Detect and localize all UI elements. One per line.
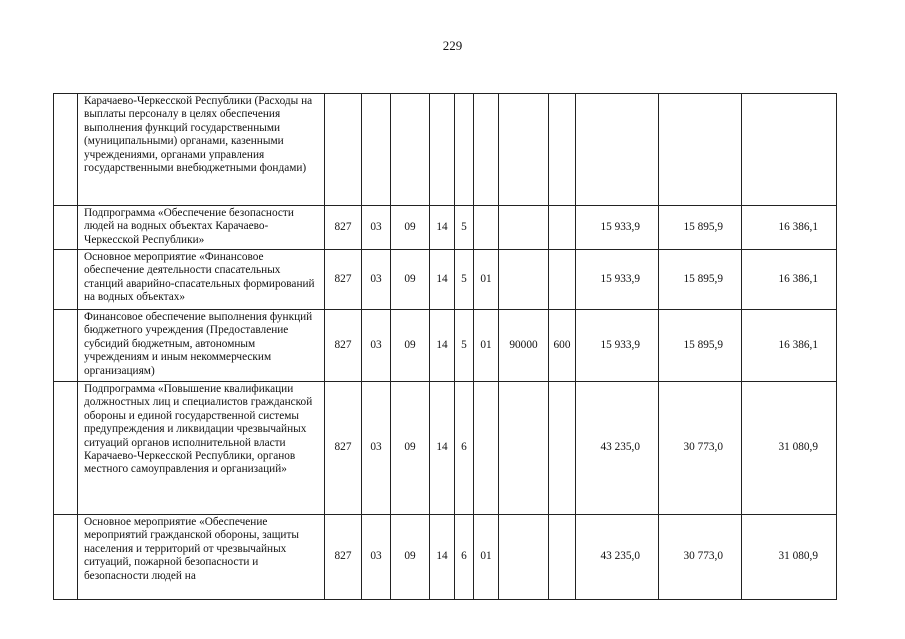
amount-1-cell: 15 933,9 bbox=[576, 310, 659, 382]
measure-code-cell bbox=[474, 94, 499, 206]
amount-2-cell: 15 895,9 bbox=[659, 310, 742, 382]
expense-type-cell bbox=[549, 206, 576, 250]
ministry-code-cell: 827 bbox=[325, 250, 362, 310]
table-row bbox=[54, 310, 837, 382]
table-row bbox=[54, 206, 837, 250]
program-code-cell: 14 bbox=[430, 382, 455, 515]
amount-2-cell: 30 773,0 bbox=[659, 382, 742, 515]
measure-code-cell bbox=[474, 206, 499, 250]
section-code-cell: 03 bbox=[362, 206, 391, 250]
subprogram-code-cell: 6 bbox=[455, 382, 474, 515]
row-number-cell bbox=[54, 250, 78, 310]
amount-1-cell bbox=[576, 94, 659, 206]
ministry-code-cell bbox=[325, 94, 362, 206]
measure-code-cell bbox=[474, 382, 499, 515]
item-name-cell: Подпрограмма «Повышение квалификации должностных лиц и специалистов гражданской обороны и единой государственной системы предупреждения и ликвидации чрезвычайных ситуаций органов исполнительной власти Карачаево-Черкесской Республики, органов местного самоуправления и организаций» bbox=[78, 382, 325, 515]
amount-3-cell: 31 080,9 bbox=[742, 515, 837, 600]
program-code-cell: 14 bbox=[430, 250, 455, 310]
program-code-cell bbox=[430, 94, 455, 206]
item-name-cell: Финансовое обеспечение выполнения функций бюджетного учреждения (Предоставление субсидий бюджетным, автономным учреждениям и иным некоммерческим организациям) bbox=[78, 310, 325, 382]
expense-type-cell bbox=[549, 515, 576, 600]
row-number-cell bbox=[54, 310, 78, 382]
subsection-code-cell: 09 bbox=[391, 206, 430, 250]
amount-3-cell: 16 386,1 bbox=[742, 250, 837, 310]
row-number-cell bbox=[54, 515, 78, 600]
item-name-cell: Карачаево-Черкесской Республики (Расходы на выплаты персоналу в целях обеспечения выполнения функций государственными (муниципальными) органами, казенными учреждениями, органами управления государственными внебюджетными фондами) bbox=[78, 94, 325, 206]
direction-code-cell bbox=[499, 382, 549, 515]
amount-3-cell bbox=[742, 94, 837, 206]
table-row bbox=[54, 250, 837, 310]
direction-code-cell: 90000 bbox=[499, 310, 549, 382]
ministry-code-cell: 827 bbox=[325, 310, 362, 382]
row-number-cell bbox=[54, 382, 78, 515]
amount-1-cell: 43 235,0 bbox=[576, 515, 659, 600]
amount-2-cell: 15 895,9 bbox=[659, 206, 742, 250]
measure-code-cell: 01 bbox=[474, 250, 499, 310]
amount-1-cell: 43 235,0 bbox=[576, 382, 659, 515]
subsection-code-cell: 09 bbox=[391, 250, 430, 310]
program-code-cell: 14 bbox=[430, 515, 455, 600]
item-name-cell: Подпрограмма «Обеспечение безопасности людей на водных объектах Карачаево-Черкесской Республики» bbox=[78, 206, 325, 250]
ministry-code-cell: 827 bbox=[325, 515, 362, 600]
subsection-code-cell: 09 bbox=[391, 382, 430, 515]
subsection-code-cell bbox=[391, 94, 430, 206]
direction-code-cell bbox=[499, 94, 549, 206]
expense-type-cell: 600 bbox=[549, 310, 576, 382]
subprogram-code-cell: 5 bbox=[455, 250, 474, 310]
row-number-cell bbox=[54, 206, 78, 250]
amount-2-cell bbox=[659, 94, 742, 206]
subsection-code-cell: 09 bbox=[391, 515, 430, 600]
measure-code-cell: 01 bbox=[474, 310, 499, 382]
section-code-cell bbox=[362, 94, 391, 206]
amount-2-cell: 15 895,9 bbox=[659, 250, 742, 310]
section-code-cell: 03 bbox=[362, 382, 391, 515]
amount-1-cell: 15 933,9 bbox=[576, 250, 659, 310]
row-number-cell bbox=[54, 94, 78, 206]
section-code-cell: 03 bbox=[362, 250, 391, 310]
table-row bbox=[54, 382, 837, 515]
amount-3-cell: 16 386,1 bbox=[742, 206, 837, 250]
section-code-cell: 03 bbox=[362, 310, 391, 382]
item-name-cell: Основное мероприятие «Обеспечение мероприятий гражданской обороны, защиты населения и территорий от чрезвычайных ситуаций, пожарной безопасности и безопасности людей на bbox=[78, 515, 325, 600]
subprogram-code-cell bbox=[455, 94, 474, 206]
ministry-code-cell: 827 bbox=[325, 206, 362, 250]
table-row bbox=[54, 94, 837, 206]
program-code-cell: 14 bbox=[430, 310, 455, 382]
table-row bbox=[54, 515, 837, 600]
subprogram-code-cell: 5 bbox=[455, 206, 474, 250]
item-name-cell: Основное мероприятие «Финансовое обеспечение деятельности спасательных станций аварийно-спасательных формирований на водных объектах» bbox=[78, 250, 325, 310]
amount-3-cell: 16 386,1 bbox=[742, 310, 837, 382]
amount-2-cell: 30 773,0 bbox=[659, 515, 742, 600]
expense-type-cell bbox=[549, 250, 576, 310]
section-code-cell: 03 bbox=[362, 515, 391, 600]
direction-code-cell bbox=[499, 206, 549, 250]
ministry-code-cell: 827 bbox=[325, 382, 362, 515]
budget-table bbox=[53, 93, 837, 600]
subprogram-code-cell: 6 bbox=[455, 515, 474, 600]
subprogram-code-cell: 5 bbox=[455, 310, 474, 382]
subsection-code-cell: 09 bbox=[391, 310, 430, 382]
expense-type-cell bbox=[549, 94, 576, 206]
amount-3-cell: 31 080,9 bbox=[742, 382, 837, 515]
expense-type-cell bbox=[549, 382, 576, 515]
measure-code-cell: 01 bbox=[474, 515, 499, 600]
direction-code-cell bbox=[499, 250, 549, 310]
direction-code-cell bbox=[499, 515, 549, 600]
program-code-cell: 14 bbox=[430, 206, 455, 250]
amount-1-cell: 15 933,9 bbox=[576, 206, 659, 250]
page-number: 229 bbox=[442, 38, 463, 53]
